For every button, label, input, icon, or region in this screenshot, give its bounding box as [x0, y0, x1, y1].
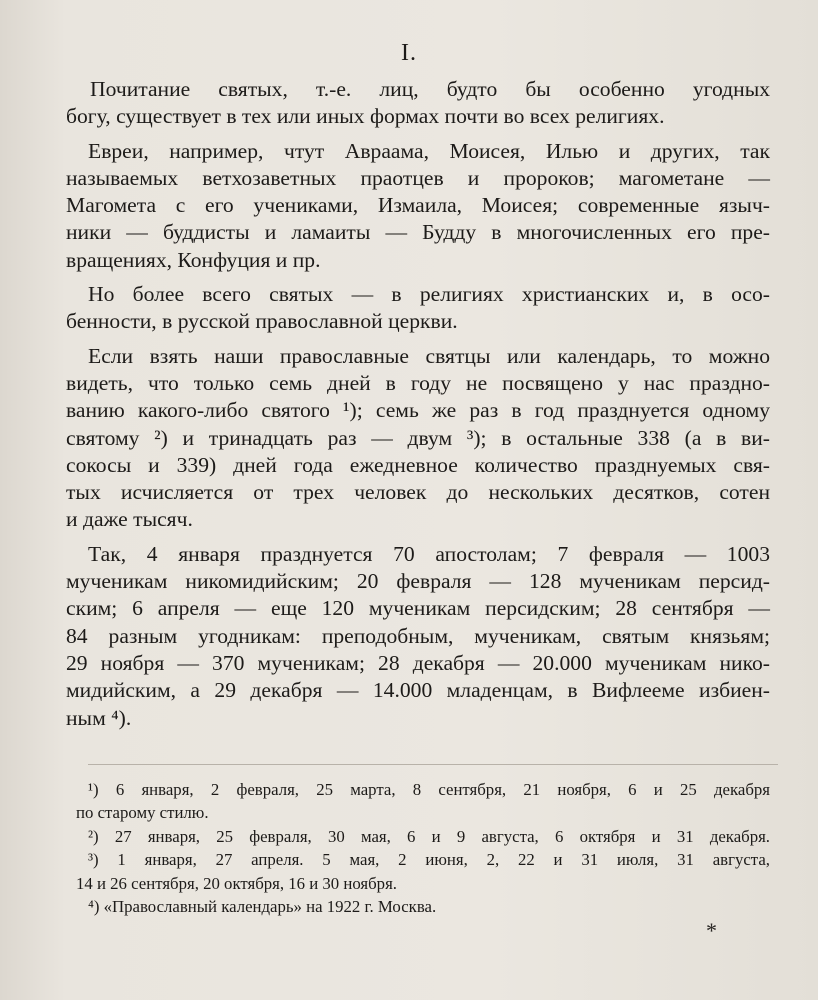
footnote-line: ³) 1 января, 27 апреля. 5 мая, 2 июня, 2, 22 и 31 июля, 31 августа, — [88, 850, 770, 870]
text-line: видеть, что только семь дней в году не посвящено у нас праздно- — [66, 370, 770, 395]
footnote-line: ⁴) «Православный календарь» на 1922 г. Москва. — [88, 897, 437, 917]
main-text — [66, 76, 770, 739]
paragraph — [66, 541, 770, 732]
text-line: ским; 6 апреля — еще 120 мученикам персидским; 28 сентября — — [66, 596, 770, 621]
text-line: мидийским, а 29 декабря — 14.000 младенцам, в Вифлееме избиен- — [66, 678, 770, 703]
text-line: называемых ветхозаветных праотцев и пророков; магометане — — [66, 165, 770, 190]
footnote — [76, 778, 770, 825]
text-line: сокосы и 339) дней года ежедневное количество празднуемых свя- — [66, 452, 770, 477]
footnotes — [76, 778, 770, 918]
footnote-line: 14 и 26 сентября, 20 октября, 16 и 30 ноября. — [76, 873, 397, 893]
text-line: Почитание святых, т.-е. лиц, будто бы особенно угодных — [90, 77, 770, 101]
footnote-line: ¹) 6 января, 2 февраля, 25 марта, 8 сентября, 21 ноября, 6 и 25 декабря — [88, 780, 770, 799]
text-line: Но более всего святых — в религиях христианских и, в осо- — [88, 282, 770, 307]
paragraph — [66, 76, 770, 131]
text-line: богу, существует в тех или иных формах почти во всех религиях. — [66, 104, 665, 129]
footnote — [76, 848, 770, 895]
footnote-divider — [88, 764, 778, 765]
text-line: и даже тысяч. — [66, 507, 193, 532]
paragraph — [66, 138, 770, 274]
text-line: святому ²) и тринадцать раз — двум ³); в остальные 338 (а в ви- — [66, 425, 770, 450]
text-line: вращениях, Конфуция и пр. — [66, 247, 321, 272]
text-line: Евреи, например, чтут Авраама, Моисея, Илью и других, так — [88, 138, 770, 163]
text-line: ным ⁴). — [66, 705, 132, 730]
text-line: ванию какого-либо святого ¹); семь же раз в год празднуется одному — [66, 398, 770, 423]
text-line: тых исчисляется от трех человек до нескольких десятков, сотен — [66, 480, 770, 505]
footnote-line: ²) 27 января, 25 февраля, 30 мая, 6 и 9 августа, 6 октября и 31 декабря. — [88, 826, 770, 846]
text-line: ники — буддисты и ламаиты — Будду в многочисленных его пре- — [66, 220, 770, 245]
paragraph — [66, 281, 770, 336]
chapter-number: I. — [401, 40, 417, 66]
text-line: мученикам никомидийским; 20 февраля — 128 мученикам персид- — [66, 569, 770, 594]
text-line: бенности, в русской православной церкви. — [66, 309, 458, 334]
signature-mark: * — [706, 918, 717, 943]
footnote — [88, 825, 770, 848]
footnote-line: по старому стилю. — [76, 803, 209, 823]
text-line: 29 ноября — 370 мученикам; 28 декабря — 20.000 мученикам нико- — [66, 650, 770, 675]
paragraph — [66, 343, 770, 534]
footnote — [88, 895, 770, 918]
text-line: Так, 4 января празднуется 70 апостолам; 7 февраля — 1003 — [88, 541, 770, 566]
text-line: Магомета с его учениками, Измаила, Моисея; современные языч- — [66, 193, 770, 218]
text-line: 84 разным угодникам: преподобным, мученикам, святым князьям; — [66, 623, 770, 648]
text-line: Если взять наши православные святцы или календарь, то можно — [88, 343, 770, 368]
